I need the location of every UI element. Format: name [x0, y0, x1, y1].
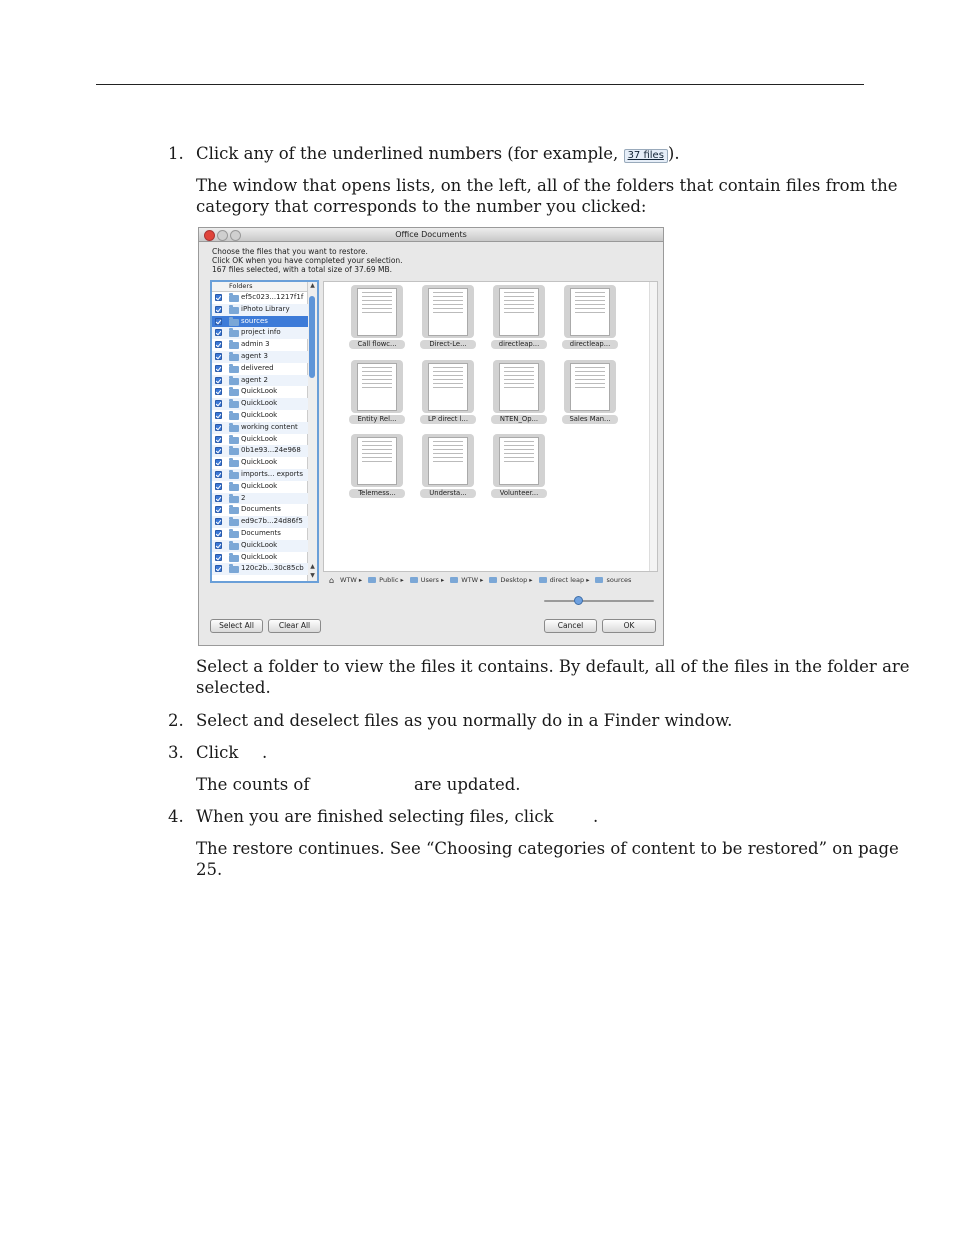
folder-checkbox[interactable]: [215, 436, 222, 443]
title-bar: [199, 228, 663, 242]
breadcrumb-item[interactable]: [595, 575, 634, 585]
breadcrumb-label: WTW ▸: [340, 576, 363, 584]
folder-row[interactable]: [212, 516, 308, 528]
folder-row[interactable]: [212, 504, 308, 516]
file-name: directleap...: [491, 340, 547, 349]
folder-name: QuickLook: [241, 481, 278, 490]
icon-size-slider-knob[interactable]: [574, 596, 583, 605]
breadcrumb-label: Users ▸: [420, 576, 445, 584]
folder-name: ed9c7b...24d86f5: [241, 517, 303, 526]
selection-summary: 167 files selected, with a total size of 37.69 MB.: [212, 265, 393, 274]
home-icon: ⌂: [329, 576, 335, 585]
folder-row[interactable]: [212, 457, 308, 469]
folder-checkbox[interactable]: [215, 530, 222, 537]
paragraph-window-line2: category that corresponds to the number you clicked:: [196, 197, 647, 216]
file-tile[interactable]: [349, 285, 405, 347]
file-name: NTEN_Op...: [491, 415, 547, 424]
folder-icon: [450, 577, 458, 583]
folder-row[interactable]: [212, 434, 308, 446]
document-thumbnail-icon: [357, 288, 397, 336]
folder-name: QuickLook: [241, 411, 278, 419]
folder-icon: [229, 378, 239, 385]
folder-row[interactable]: [212, 398, 308, 410]
file-tile[interactable]: [562, 285, 618, 347]
folder-icon: [229, 448, 239, 455]
folder-name: QuickLook: [241, 434, 278, 443]
folder-row[interactable]: [212, 327, 308, 339]
folder-row[interactable]: [212, 292, 308, 304]
step-1-number: 1.: [168, 144, 184, 163]
folder-row[interactable]: [212, 304, 308, 316]
folder-icon: [229, 330, 239, 337]
folder-name: agent 3: [241, 352, 268, 360]
breadcrumb-label: direct leap ▸: [549, 576, 590, 584]
folder-name: 2: [241, 493, 246, 502]
paragraph-window-line1: The window that opens lists, on the left, all of the folders that contain files from the: [196, 176, 898, 195]
header-rule: [96, 84, 864, 85]
folder-icon: [229, 507, 239, 514]
folder-icon: [229, 531, 239, 538]
file-name: directleap...: [562, 340, 618, 349]
office-documents-dialog: [198, 227, 664, 646]
document-thumbnail-icon: [570, 363, 610, 411]
folder-name: ef5c023...1217f1f: [241, 293, 304, 301]
file-name: Telemess...: [349, 489, 405, 498]
file-name: Direct-Le...: [420, 340, 476, 349]
folder-row[interactable]: [212, 481, 308, 493]
file-name: Sales Man...: [562, 415, 618, 424]
breadcrumb-item[interactable]: [489, 575, 535, 585]
file-tile[interactable]: [491, 360, 547, 422]
step-1-tail: ).: [667, 144, 680, 163]
folder-checkbox[interactable]: [215, 306, 222, 313]
folder-icon: [229, 460, 239, 467]
folder-row[interactable]: [212, 339, 308, 351]
paragraph-restore-line1: The restore continues. See “Choosing categories of content to be restored” on page: [196, 839, 899, 858]
folder-checkbox[interactable]: [215, 365, 222, 372]
folder-icon: [229, 413, 239, 420]
folder-name: QuickLook: [241, 540, 278, 549]
scroll-up-arrow-icon[interactable]: ▲: [310, 282, 315, 289]
folder-row[interactable]: [212, 493, 308, 505]
scroll-down-arrow-icon[interactable]: ▼: [310, 572, 315, 579]
folder-icon: [229, 366, 239, 373]
folders-list[interactable]: [210, 280, 319, 583]
file-tile[interactable]: [562, 360, 618, 422]
folder-name: QuickLook: [241, 387, 278, 396]
folder-checkbox[interactable]: [215, 447, 222, 454]
folder-row[interactable]: [212, 316, 308, 328]
breadcrumb-label: Desktop ▸: [500, 576, 533, 584]
folder-checkbox[interactable]: [215, 412, 222, 419]
ok-button[interactable]: OK: [602, 619, 656, 633]
step-1-lead: Click any of the underlined numbers (for example,: [196, 144, 624, 163]
document-thumbnail-icon: [357, 363, 397, 411]
folder-checkbox[interactable]: [215, 506, 222, 513]
step-1-text: [196, 143, 680, 164]
file-tile[interactable]: [349, 434, 405, 496]
cancel-button[interactable]: Cancel: [544, 619, 597, 633]
breadcrumb-item[interactable]: [410, 575, 448, 585]
folder-name: agent 2: [241, 375, 268, 384]
folder-row[interactable]: [212, 563, 308, 575]
folder-row[interactable]: [212, 540, 308, 552]
folder-checkbox[interactable]: [215, 518, 222, 525]
folder-checkbox[interactable]: [215, 294, 222, 301]
folder-row[interactable]: [212, 422, 308, 434]
folder-checkbox[interactable]: [215, 424, 222, 431]
folder-icon: [229, 307, 239, 314]
folder-checkbox[interactable]: [215, 542, 222, 549]
folder-icon: [229, 295, 239, 302]
step-3-number: 3.: [168, 743, 184, 762]
document-thumbnail-icon: [357, 437, 397, 485]
select-all-button[interactable]: Select All: [210, 619, 263, 633]
breadcrumb-item[interactable]: [450, 575, 486, 585]
folder-icon: [229, 425, 239, 432]
file-browser[interactable]: [323, 281, 658, 572]
dialog-title: Office Documents: [395, 230, 467, 239]
file-name: LP direct l...: [420, 415, 476, 424]
folder-icon: [229, 496, 239, 503]
folder-icon: [229, 566, 239, 573]
folder-row[interactable]: [212, 469, 308, 481]
scrollbar-thumb[interactable]: [309, 296, 315, 378]
breadcrumb-item[interactable]: [329, 575, 365, 585]
file-name: Volunteer...: [491, 489, 547, 498]
folder-row[interactable]: [212, 386, 308, 398]
folder-checkbox[interactable]: [215, 353, 222, 360]
folder-checkbox[interactable]: [215, 400, 222, 407]
folder-icon: [410, 577, 418, 583]
folders-column-header: Folders: [212, 282, 317, 292]
folder-checkbox[interactable]: [215, 554, 222, 561]
step-4-number: 4.: [168, 807, 184, 826]
file-tile[interactable]: [420, 360, 476, 422]
file-tile[interactable]: [420, 434, 476, 496]
file-tile[interactable]: [491, 285, 547, 347]
folder-name: QuickLook: [241, 552, 278, 561]
folder-icon: [229, 389, 239, 396]
instruction-line-2: Click OK when you have completed your selection.: [212, 256, 403, 265]
breadcrumb-item[interactable]: [368, 575, 407, 585]
folder-icon: [229, 437, 239, 444]
folder-icon: [229, 319, 239, 326]
breadcrumb-label: sources: [606, 576, 632, 584]
paragraph-counts-tail: are updated.: [414, 775, 521, 794]
scroll-up-arrow-icon[interactable]: ▲: [310, 563, 315, 570]
folder-checkbox[interactable]: [215, 341, 222, 348]
file-name: Understa...: [420, 489, 476, 498]
paragraph-select-folder-line2: selected.: [196, 678, 271, 697]
folder-row[interactable]: [212, 528, 308, 540]
clear-all-button[interactable]: Clear All: [268, 619, 321, 633]
folder-checkbox[interactable]: [215, 329, 222, 336]
step-4-text: When you are finished selecting files, click: [196, 807, 554, 826]
document-thumbnail-icon: [499, 288, 539, 336]
folder-checkbox[interactable]: [215, 483, 222, 490]
paragraph-select-folder-line1: Select a folder to view the files it contains. By default, all of the files in the folder are: [196, 657, 910, 676]
icon-size-slider[interactable]: [544, 600, 654, 602]
folder-icon: [229, 519, 239, 526]
folder-row[interactable]: [212, 445, 308, 457]
instruction-line-1: Choose the files that you want to restore.: [212, 247, 368, 256]
step-3-period: .: [262, 743, 268, 762]
document-thumbnail-icon: [499, 437, 539, 485]
folder-name: 120c2b...30c85cb: [241, 564, 304, 573]
folder-name: project info: [241, 328, 281, 337]
file-name: Entity Rel...: [349, 415, 405, 424]
folder-icon: [368, 577, 376, 583]
folder-row[interactable]: [212, 363, 308, 375]
paragraph-counts-lead: The counts of: [196, 775, 310, 794]
file-browser-scrollbar[interactable]: [649, 282, 657, 571]
breadcrumb-label: WTW ▸: [461, 576, 484, 584]
folder-icon: [539, 577, 547, 583]
breadcrumb-item[interactable]: [539, 575, 593, 585]
document-thumbnail-icon: [428, 437, 468, 485]
step-3-text: Click: [196, 743, 239, 762]
folder-icon: [229, 555, 239, 562]
folder-icon: [595, 577, 603, 583]
folder-icon: [229, 354, 239, 361]
folder-row[interactable]: [212, 552, 308, 564]
folder-checkbox[interactable]: [215, 318, 222, 325]
step-4-period: .: [593, 807, 599, 826]
folder-icon: [229, 401, 239, 408]
path-breadcrumb: [329, 575, 637, 585]
step-2-text: Select and deselect files as you normally do in a Finder window.: [196, 711, 733, 730]
folder-checkbox[interactable]: [215, 459, 222, 466]
folder-name: imports... exports: [241, 470, 303, 478]
document-thumbnail-icon: [570, 288, 610, 336]
file-tile[interactable]: [420, 285, 476, 347]
folder-checkbox[interactable]: [215, 495, 222, 502]
document-thumbnail-icon: [428, 288, 468, 336]
folder-checkbox[interactable]: [215, 388, 222, 395]
paragraph-restore-line2: 25.: [196, 860, 223, 879]
file-tile[interactable]: [349, 360, 405, 422]
folder-checkbox[interactable]: [215, 565, 222, 572]
folder-name: 0b1e93...24e968: [241, 446, 301, 455]
folder-name: admin 3: [241, 340, 270, 349]
folders-scrollbar[interactable]: [307, 282, 317, 581]
file-tile[interactable]: [491, 434, 547, 496]
folder-name: Documents: [241, 529, 281, 537]
breadcrumb-label: Public ▸: [379, 576, 404, 584]
folder-name: delivered: [241, 363, 274, 372]
files-count-link[interactable]: 37 files: [624, 149, 668, 163]
file-name: Call flowc...: [349, 340, 405, 349]
folder-row[interactable]: [212, 351, 308, 363]
folder-name: QuickLook: [241, 458, 278, 467]
folder-name: iPhoto Library: [241, 304, 290, 313]
folder-checkbox[interactable]: [215, 377, 222, 384]
folder-icon: [229, 543, 239, 550]
folder-row[interactable]: [212, 410, 308, 422]
folder-name: Documents: [241, 505, 281, 514]
folder-row[interactable]: [212, 375, 308, 387]
folder-checkbox[interactable]: [215, 471, 222, 478]
document-thumbnail-icon: [428, 363, 468, 411]
folder-name: working content: [241, 422, 298, 431]
document-thumbnail-icon: [499, 363, 539, 411]
folder-icon: [489, 577, 497, 583]
folder-name: sources: [241, 316, 268, 325]
step-2-number: 2.: [168, 711, 184, 730]
folder-name: QuickLook: [241, 399, 278, 408]
folder-icon: [229, 484, 239, 491]
folder-icon: [229, 472, 239, 479]
folder-icon: [229, 342, 239, 349]
